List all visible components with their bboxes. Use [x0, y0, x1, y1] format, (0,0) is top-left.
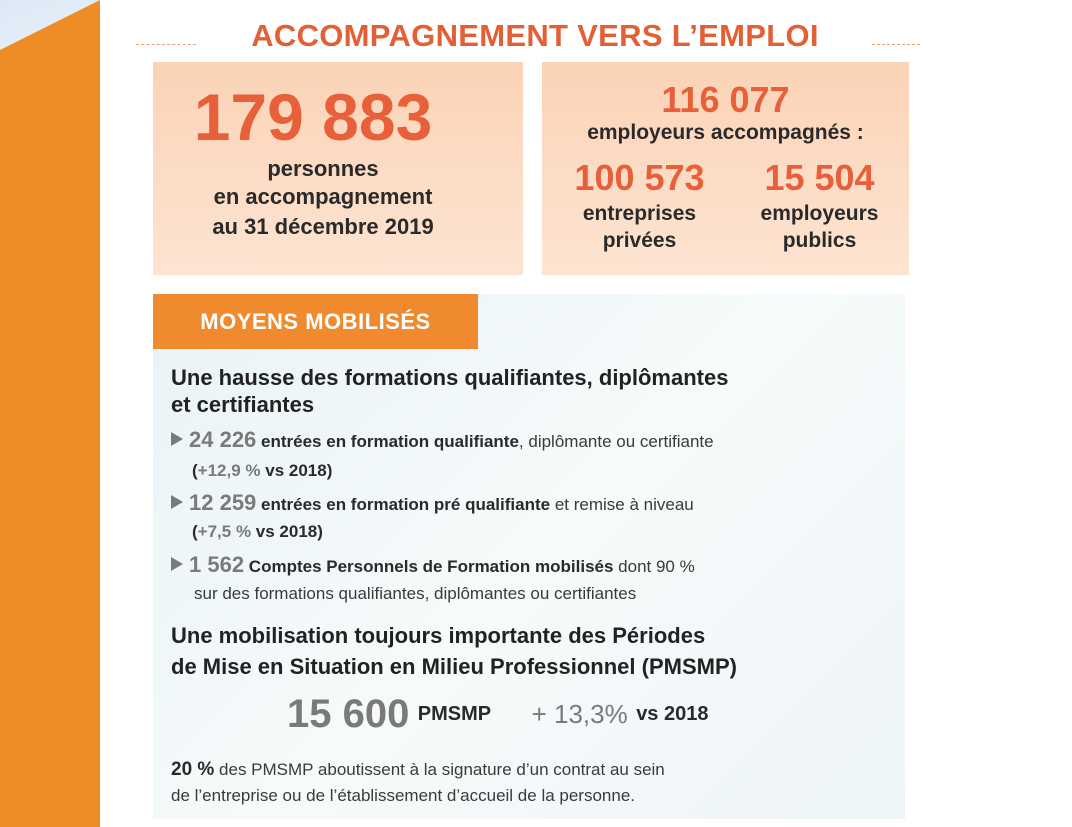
triangle-bullet-icon	[171, 432, 183, 446]
bullet-paren-open: (	[192, 461, 198, 480]
private-employers-label-2: privées	[602, 229, 677, 252]
employers-total-label: employeurs accompagnés :	[587, 121, 864, 144]
means-tab: MOYENS MOBILISÉS	[153, 294, 478, 349]
bullet-value: 24 226	[189, 427, 257, 452]
bullet-qualifying-training	[171, 427, 714, 455]
bullet-text: et remise à niveau	[550, 495, 694, 514]
bullet-growth-vs: vs 2018)	[251, 522, 323, 541]
title-rule-left	[136, 44, 196, 45]
bullet-pre-qualifying-training	[171, 490, 694, 518]
public-employers-count: 15 504	[764, 157, 875, 198]
people-stat-box	[153, 62, 523, 275]
bullet-growth-vs: vs 2018)	[260, 461, 333, 480]
bullet-growth-pct: +12,9 %	[197, 461, 261, 480]
bullet-value: 12 259	[189, 490, 257, 515]
public-employers-label-1: employeurs	[760, 202, 879, 225]
pmsmp-unit: PMSMP	[417, 703, 492, 725]
bullet-qualifying-training-line2	[192, 458, 332, 484]
bullet-bold-text: Comptes Personnels de Formation mobilisés	[248, 557, 614, 576]
pmsmp-footer-pct: 20 %	[171, 759, 215, 780]
private-employers-count: 100 573	[574, 157, 705, 198]
training-heading-line1: Une hausse des formations qualifiantes, diplômantes	[171, 365, 729, 390]
employers-stat-box	[542, 62, 909, 275]
pmsmp-footer-line1	[171, 757, 665, 783]
people-label-1: personnes	[267, 156, 379, 181]
bullet-growth-pct: +7,5 %	[197, 522, 252, 541]
pmsmp-footer-text: des PMSMP aboutissent à la signature d’un contrat au sein	[214, 760, 665, 779]
employers-total: 116 077	[661, 79, 790, 120]
bullet-bold-text: entrées en formation qualifiante	[261, 432, 519, 451]
pmsmp-footer-line2: de l’entreprise ou de l’établissement d’accueil de la personne.	[171, 786, 636, 805]
training-heading-line2: et certifiantes	[171, 392, 315, 417]
left-decor-orange	[0, 0, 100, 827]
pmsmp-growth: + 13,3%	[531, 699, 628, 729]
section-title: ACCOMPAGNEMENT VERS L’EMPLOI	[251, 18, 819, 53]
bullet-value: 1 562	[189, 552, 245, 577]
people-count: 179 883	[193, 80, 433, 154]
bullet-paren-open: (	[192, 522, 198, 541]
bullet-cpf	[171, 552, 695, 580]
bullet-pre-qualifying-training-line2	[192, 519, 323, 545]
bullet-cpf-line2: sur des formations qualifiantes, diplômantes ou certifiantes	[194, 584, 637, 603]
public-employers-label-2: publics	[782, 229, 857, 252]
bullet-bold-text: entrées en formation pré qualifiante	[261, 495, 551, 514]
bullet-text: , diplômante ou certifiante	[518, 432, 714, 451]
pmsmp-heading-line1: Une mobilisation toujours importante des Périodes	[171, 623, 706, 648]
triangle-bullet-icon	[171, 557, 183, 571]
title-rule-right	[872, 44, 920, 45]
triangle-bullet-icon	[171, 495, 183, 509]
bullet-text: dont 90 %	[613, 557, 695, 576]
pmsmp-figure-row	[287, 692, 708, 742]
private-employers-label-1: entreprises	[582, 202, 697, 225]
pmsmp-count: 15 600	[287, 692, 410, 736]
pmsmp-heading-line2: de Mise en Situation en Milieu Professionnel (PMSMP)	[171, 654, 737, 679]
people-label-2: en accompagnement	[213, 184, 433, 209]
pmsmp-vs: vs 2018	[636, 703, 709, 725]
people-label-3: au 31 décembre 2019	[212, 214, 434, 239]
